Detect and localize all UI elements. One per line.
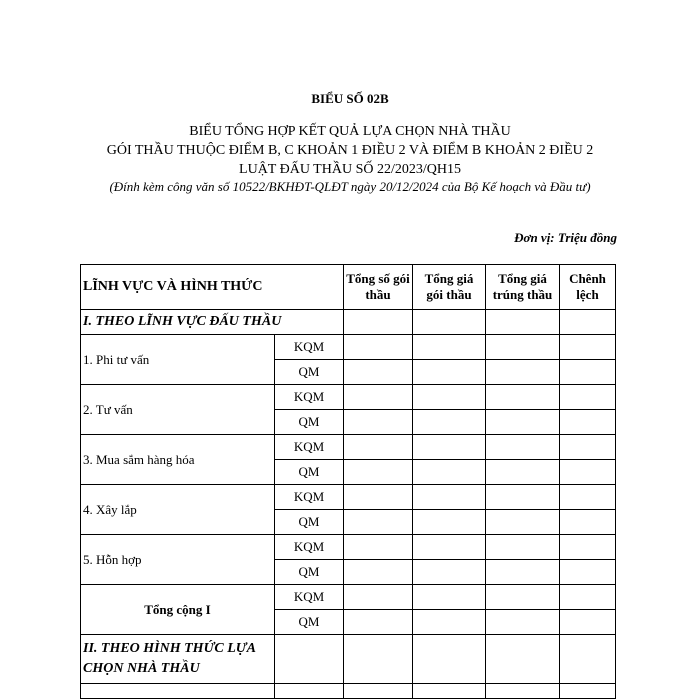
unit-label: Đơn vị: Triệu đồng (514, 230, 617, 245)
header-category: LĨNH VỰC VÀ HÌNH THỨC (81, 265, 344, 310)
title-line-2: GÓI THẦU THUỘC ĐIỂM B, C KHOẢN 1 ĐIỀU 2 VÀ ĐIỂM B KHOẢN 2 ĐIỀU 2 (106, 143, 594, 158)
header-total-package-price: Tổng giá gói thầu (413, 265, 486, 310)
qm-label: QM (275, 460, 344, 485)
section-title: I. THEO LĨNH VỰC ĐẤU THẦU (81, 310, 344, 335)
section-title: II. THEO HÌNH THỨC LỰA CHỌN NHÀ THẦU (81, 635, 275, 684)
total-label: Tổng cộng I (81, 585, 275, 635)
attachment-note: (Đính kèm công văn số 10522/BKHĐT-QLĐT ngày 20/12/2024 của Bộ Kế hoạch và Đầu tư) (109, 179, 591, 194)
header-difference: Chênh lệch (560, 265, 616, 310)
title-line-3: LUẬT ĐẤU THẦU SỐ 22/2023/QH15 (239, 162, 461, 177)
section-row (81, 310, 616, 335)
kqm-label: KQM (275, 585, 344, 610)
table-header-row (81, 265, 616, 310)
qm-label: QM (275, 410, 344, 435)
results-table (80, 264, 616, 699)
table-row (81, 485, 616, 510)
table-row (81, 535, 616, 560)
section-row (81, 635, 616, 684)
category-label: 2. Tư vấn (81, 385, 275, 435)
table-row (81, 435, 616, 460)
kqm-label: KQM (275, 385, 344, 410)
qm-label: QM (275, 610, 344, 635)
category-label: 3. Mua sắm hàng hóa (81, 435, 275, 485)
kqm-label: KQM (275, 435, 344, 460)
table-row (81, 684, 616, 699)
qm-label: QM (275, 360, 344, 385)
header-total-winning-price: Tổng giá trúng thầu (486, 265, 560, 310)
category-label: 1. Phi tư vấn (81, 335, 275, 385)
header-total-packages: Tổng số gói thầu (344, 265, 413, 310)
qm-label: QM (275, 510, 344, 535)
kqm-label: KQM (275, 335, 344, 360)
category-label: 4. Xây lắp (81, 485, 275, 535)
category-label: 5. Hỗn hợp (81, 535, 275, 585)
qm-label: QM (275, 560, 344, 585)
table-row (81, 335, 616, 360)
form-number: BIỂU SỐ 02B (311, 91, 389, 106)
total-row (81, 585, 616, 610)
kqm-label: KQM (275, 485, 344, 510)
title-line-1: BIỂU TỔNG HỢP KẾT QUẢ LỰA CHỌN NHÀ THẦU (189, 124, 511, 139)
table-row (81, 385, 616, 410)
kqm-label: KQM (275, 535, 344, 560)
